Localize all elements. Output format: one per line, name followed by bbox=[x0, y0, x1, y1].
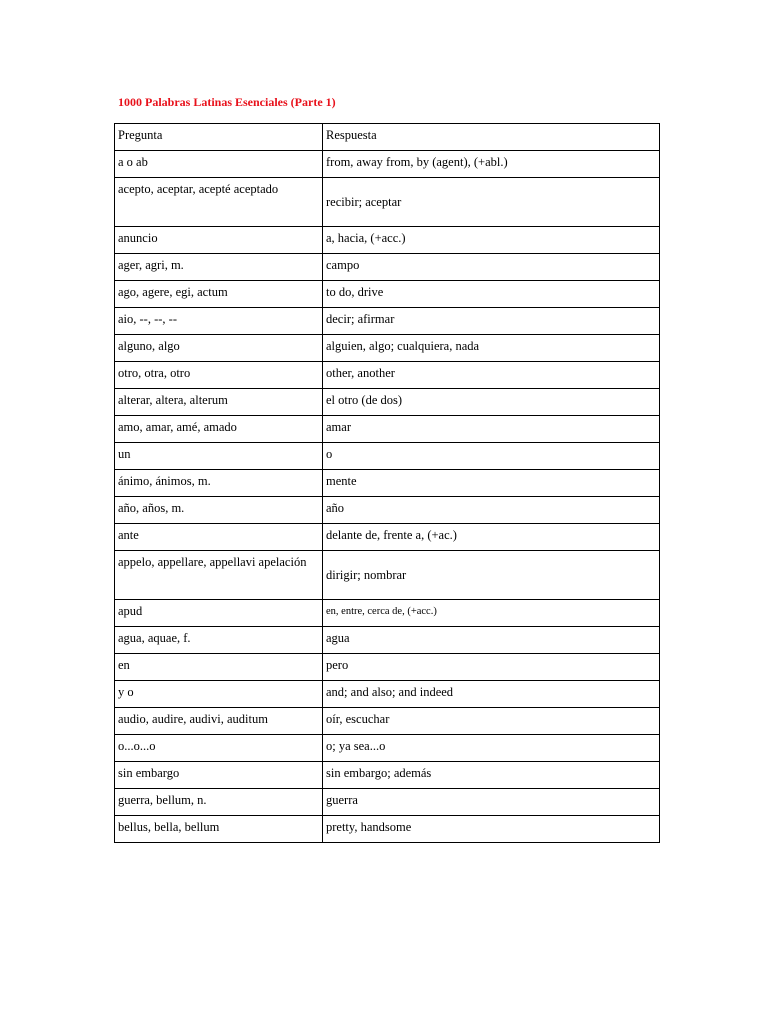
question-cell: alterar, altera, alterum bbox=[115, 389, 323, 416]
answer-cell: pretty, handsome bbox=[323, 816, 660, 843]
table-row bbox=[115, 281, 660, 308]
table-row bbox=[115, 708, 660, 735]
header-answer: Respuesta bbox=[323, 124, 660, 151]
table-row bbox=[115, 681, 660, 708]
table-row bbox=[115, 151, 660, 178]
question-cell: sin embargo bbox=[115, 762, 323, 789]
question-cell: bellus, bella, bellum bbox=[115, 816, 323, 843]
answer-cell: pero bbox=[323, 654, 660, 681]
question-cell: aio, --, --, -- bbox=[115, 308, 323, 335]
table-row bbox=[115, 600, 660, 627]
question-cell: en bbox=[115, 654, 323, 681]
question-cell: acepto, aceptar, acepté aceptado bbox=[115, 178, 323, 227]
table-row bbox=[115, 416, 660, 443]
question-cell: appelo, appellare, appellavi apelación bbox=[115, 551, 323, 600]
answer-cell: o bbox=[323, 443, 660, 470]
question-cell: a o ab bbox=[115, 151, 323, 178]
question-cell: y o bbox=[115, 681, 323, 708]
question-cell: ago, agere, egi, actum bbox=[115, 281, 323, 308]
table-row bbox=[115, 654, 660, 681]
question-cell: audio, audire, audivi, auditum bbox=[115, 708, 323, 735]
table-row bbox=[115, 762, 660, 789]
answer-cell: campo bbox=[323, 254, 660, 281]
answer-cell: other, another bbox=[323, 362, 660, 389]
header-question: Pregunta bbox=[115, 124, 323, 151]
question-cell: agua, aquae, f. bbox=[115, 627, 323, 654]
table-row bbox=[115, 178, 660, 227]
answer-cell: sin embargo; además bbox=[323, 762, 660, 789]
answer-cell: mente bbox=[323, 470, 660, 497]
table-row bbox=[115, 551, 660, 600]
question-cell: apud bbox=[115, 600, 323, 627]
answer-cell: delante de, frente a, (+ac.) bbox=[323, 524, 660, 551]
vocabulary-table bbox=[114, 123, 660, 843]
question-cell: o...o...o bbox=[115, 735, 323, 762]
answer-cell: to do, drive bbox=[323, 281, 660, 308]
table-row bbox=[115, 524, 660, 551]
answer-cell: from, away from, by (agent), (+abl.) bbox=[323, 151, 660, 178]
table-header-row bbox=[115, 124, 660, 151]
table-row bbox=[115, 497, 660, 524]
answer-cell: en, entre, cerca de, (+acc.) bbox=[323, 600, 660, 627]
answer-cell: and; and also; and indeed bbox=[323, 681, 660, 708]
table-row bbox=[115, 627, 660, 654]
table-row bbox=[115, 308, 660, 335]
question-cell: alguno, algo bbox=[115, 335, 323, 362]
answer-cell: alguien, algo; cualquiera, nada bbox=[323, 335, 660, 362]
answer-cell: guerra bbox=[323, 789, 660, 816]
answer-cell: el otro (de dos) bbox=[323, 389, 660, 416]
question-cell: ager, agri, m. bbox=[115, 254, 323, 281]
question-cell: año, años, m. bbox=[115, 497, 323, 524]
question-cell: amo, amar, amé, amado bbox=[115, 416, 323, 443]
table-row bbox=[115, 735, 660, 762]
answer-cell: agua bbox=[323, 627, 660, 654]
answer-cell: amar bbox=[323, 416, 660, 443]
answer-cell: decir; afirmar bbox=[323, 308, 660, 335]
answer-cell: o; ya sea...o bbox=[323, 735, 660, 762]
answer-cell: recibir; aceptar bbox=[323, 178, 660, 227]
question-cell: un bbox=[115, 443, 323, 470]
question-cell: ánimo, ánimos, m. bbox=[115, 470, 323, 497]
table-row bbox=[115, 470, 660, 497]
table-row bbox=[115, 362, 660, 389]
question-cell: ante bbox=[115, 524, 323, 551]
table-row bbox=[115, 789, 660, 816]
answer-cell: a, hacia, (+acc.) bbox=[323, 227, 660, 254]
document-title: 1000 Palabras Latinas Esenciales (Parte 1) bbox=[118, 95, 336, 109]
table-row bbox=[115, 227, 660, 254]
table-row bbox=[115, 254, 660, 281]
answer-cell: dirigir; nombrar bbox=[323, 551, 660, 600]
answer-cell: año bbox=[323, 497, 660, 524]
answer-cell: oír, escuchar bbox=[323, 708, 660, 735]
question-cell: otro, otra, otro bbox=[115, 362, 323, 389]
table-row bbox=[115, 335, 660, 362]
question-cell: anuncio bbox=[115, 227, 323, 254]
question-cell: guerra, bellum, n. bbox=[115, 789, 323, 816]
table-row bbox=[115, 443, 660, 470]
table-row bbox=[115, 816, 660, 843]
table-row bbox=[115, 389, 660, 416]
